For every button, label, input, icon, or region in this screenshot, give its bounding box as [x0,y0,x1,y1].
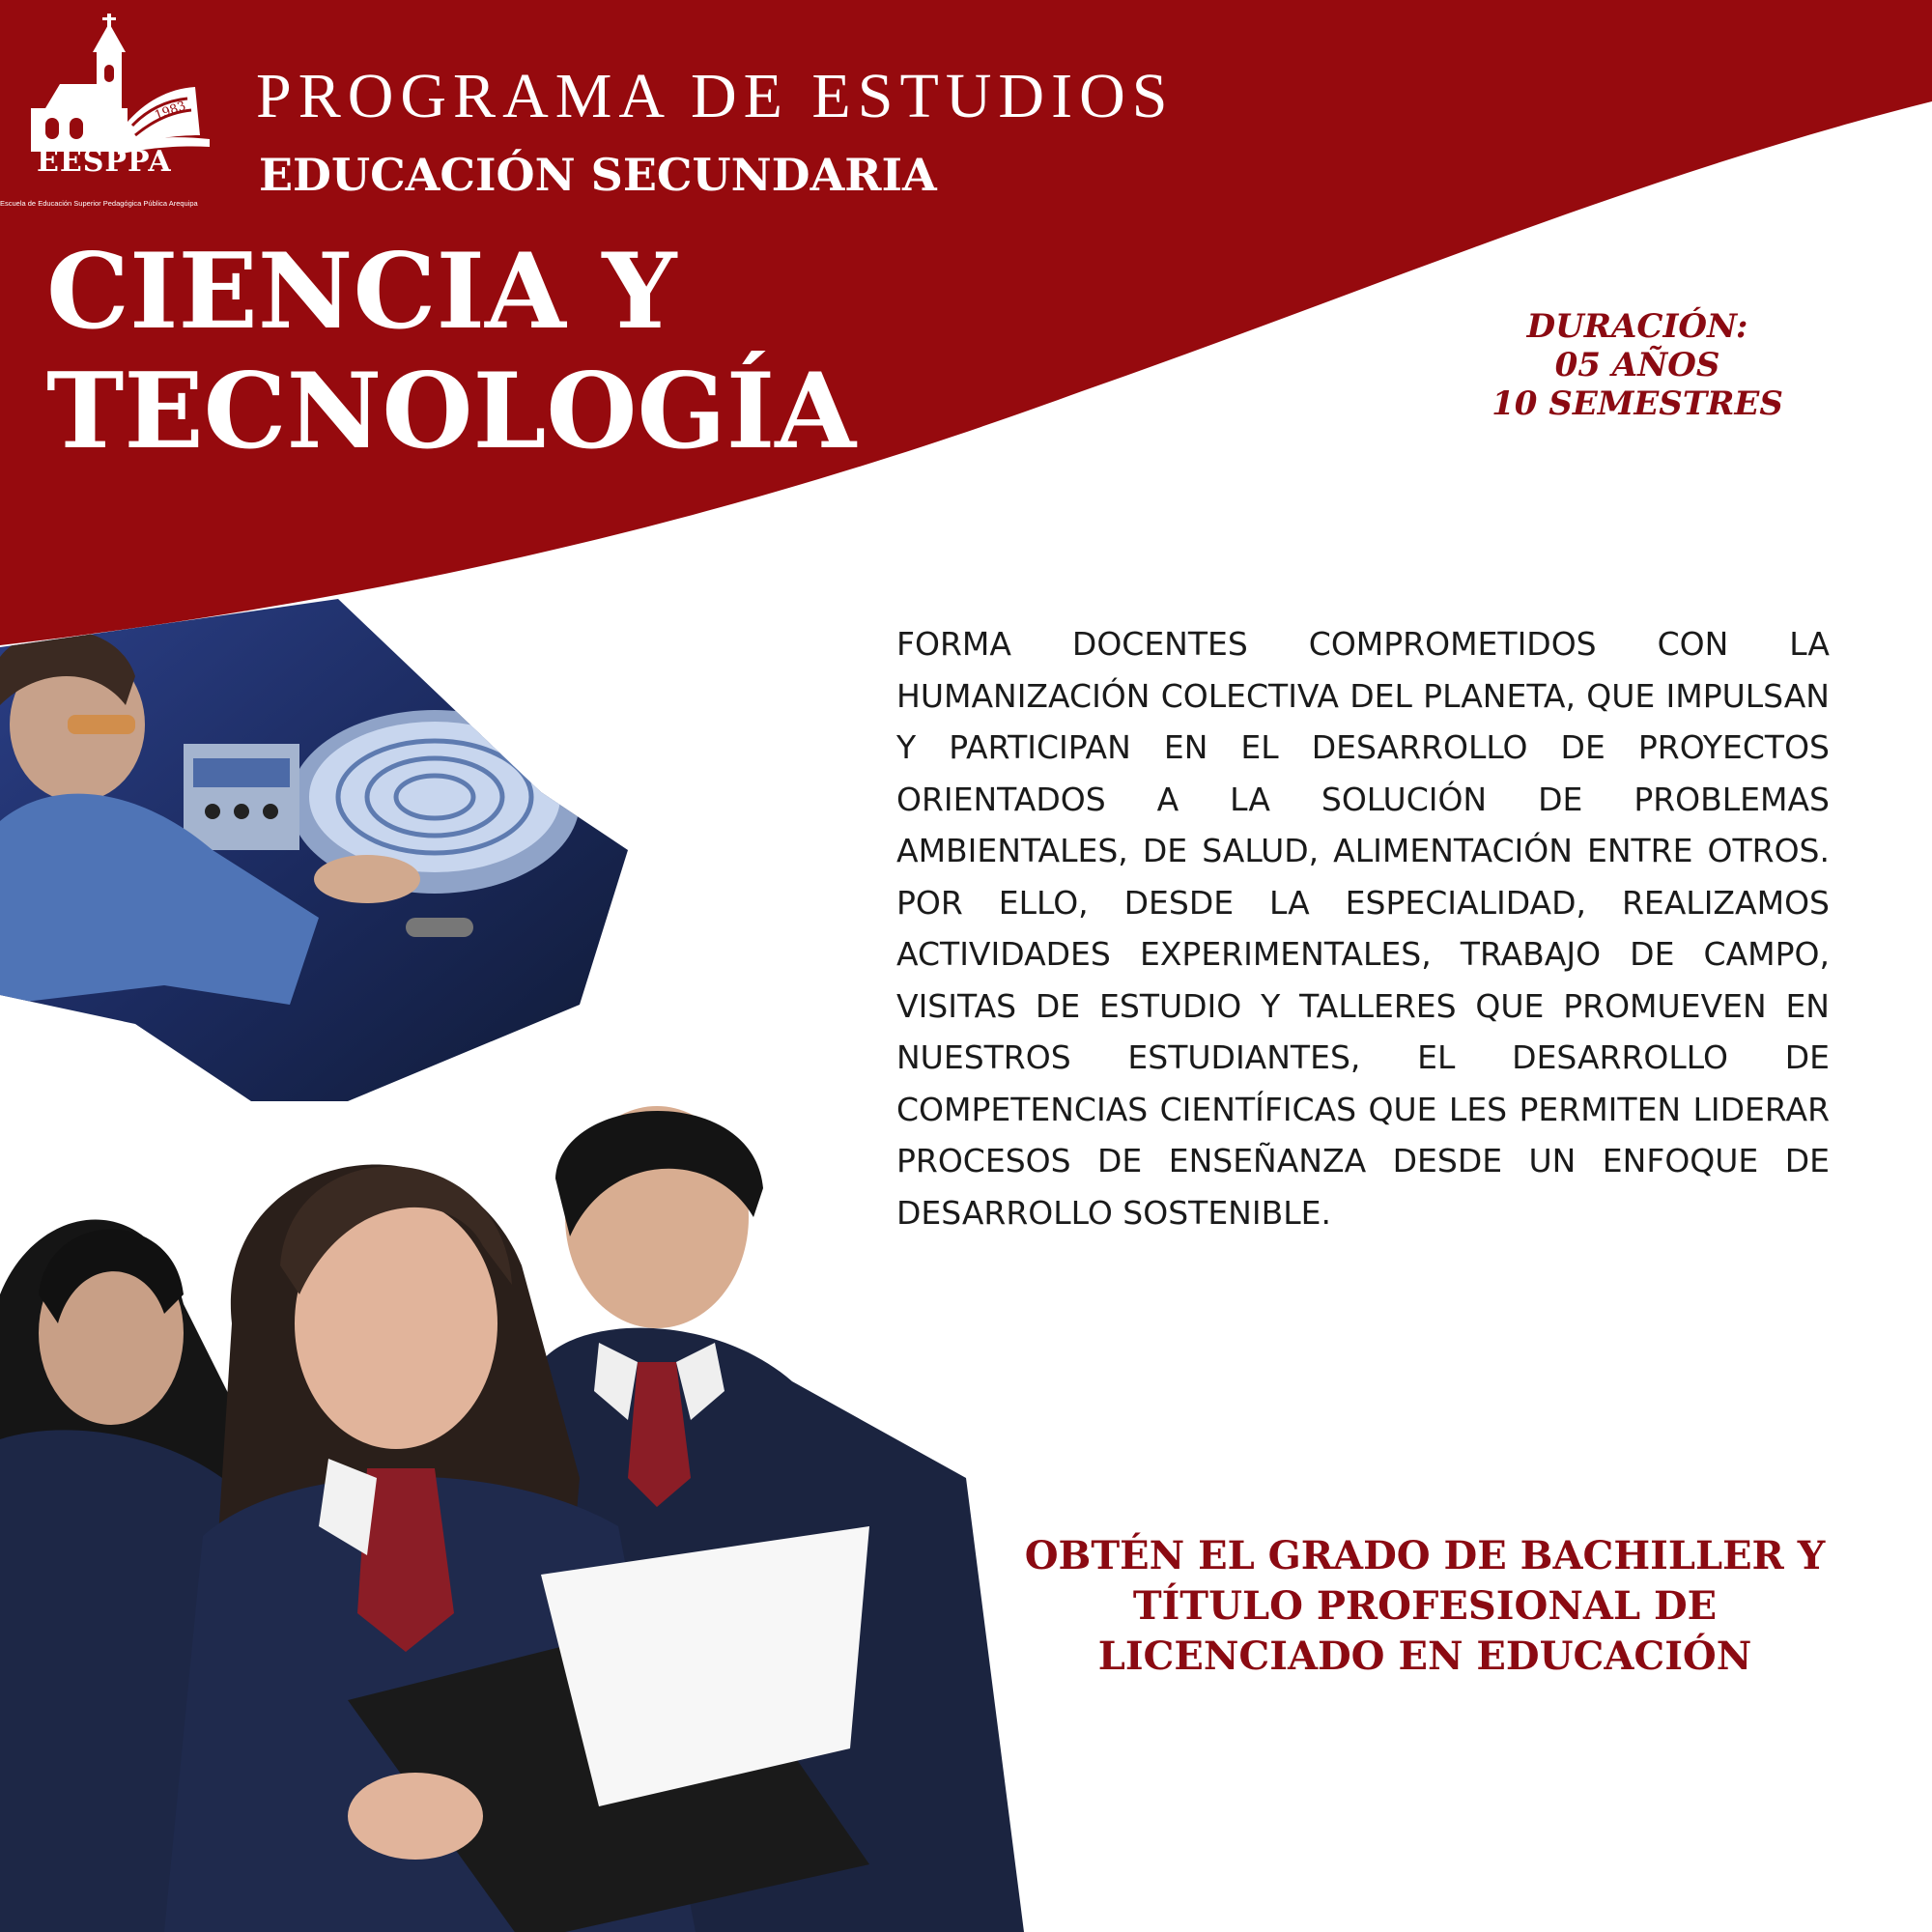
title-line-2: TECNOLOGÍA [46,351,857,472]
program-title: PROGRAMA DE ESTUDIOS [256,61,1175,131]
page-title [46,232,856,471]
degree-line-2: TÍTULO PROFESIONAL DE [1132,1583,1718,1629]
duration-label: DURACIÓN: [1526,307,1748,346]
program-description: FORMA DOCENTES COMPROMETIDOS CON LA HUMANIZACIÓN COLECTIVA DEL PLANETA, QUE IMPULSAN Y PARTICIPAN EN EL DESARROLLO DE PROYECTOS ORIENTADOS A LA SOLUCIÓN DE PROBLEMAS AMBIENTALES, DE SALUD, ALIMENTACIÓN ENTRE OTROS. POR ELLO, DESDE LA ESPECIALIDAD, REALIZAMOS ACTIVIDADES EXPERIMENTALES, TRABAJO DE CAMPO, VISITAS DE ESTUDIO Y TALLERES QUE PROMUEVEN EN NUESTROS ESTUDIANTES, EL DESARROLLO DE COMPETENCIAS CIENTÍFICAS QUE LES PERMITEN LIDERAR PROCESOS DE ENSEÑANZA DESDE UN ENFOQUE DE DESARROLLO SOSTENIBLE. [896,625,1830,1232]
logo-subtitle: Escuela de Educación Superior Pedagógica Pública Arequipa [0,199,198,208]
students-with-book-photo [0,1072,1024,1932]
program-subtitle: EDUCACIÓN SECUNDARIA [259,149,937,201]
degree-line-3: LICENCIADO EN EDUCACIÓN [1097,1634,1752,1679]
lab-technician-photo [0,599,638,1121]
degree-line-1: OBTÉN EL GRADO DE BACHILLER Y [1024,1533,1826,1578]
duration-block [1459,307,1816,423]
svg-text:1983: 1983 [153,99,188,124]
church-book-logo-icon [21,12,224,210]
title-line-1: CIENCIA Y [46,231,677,353]
degree-statement [1005,1531,1845,1682]
duration-semesters: 10 SEMESTRES [1492,384,1783,423]
duration-years: 05 AÑOS [1554,346,1720,384]
logo-name: EESPPA [37,145,172,179]
